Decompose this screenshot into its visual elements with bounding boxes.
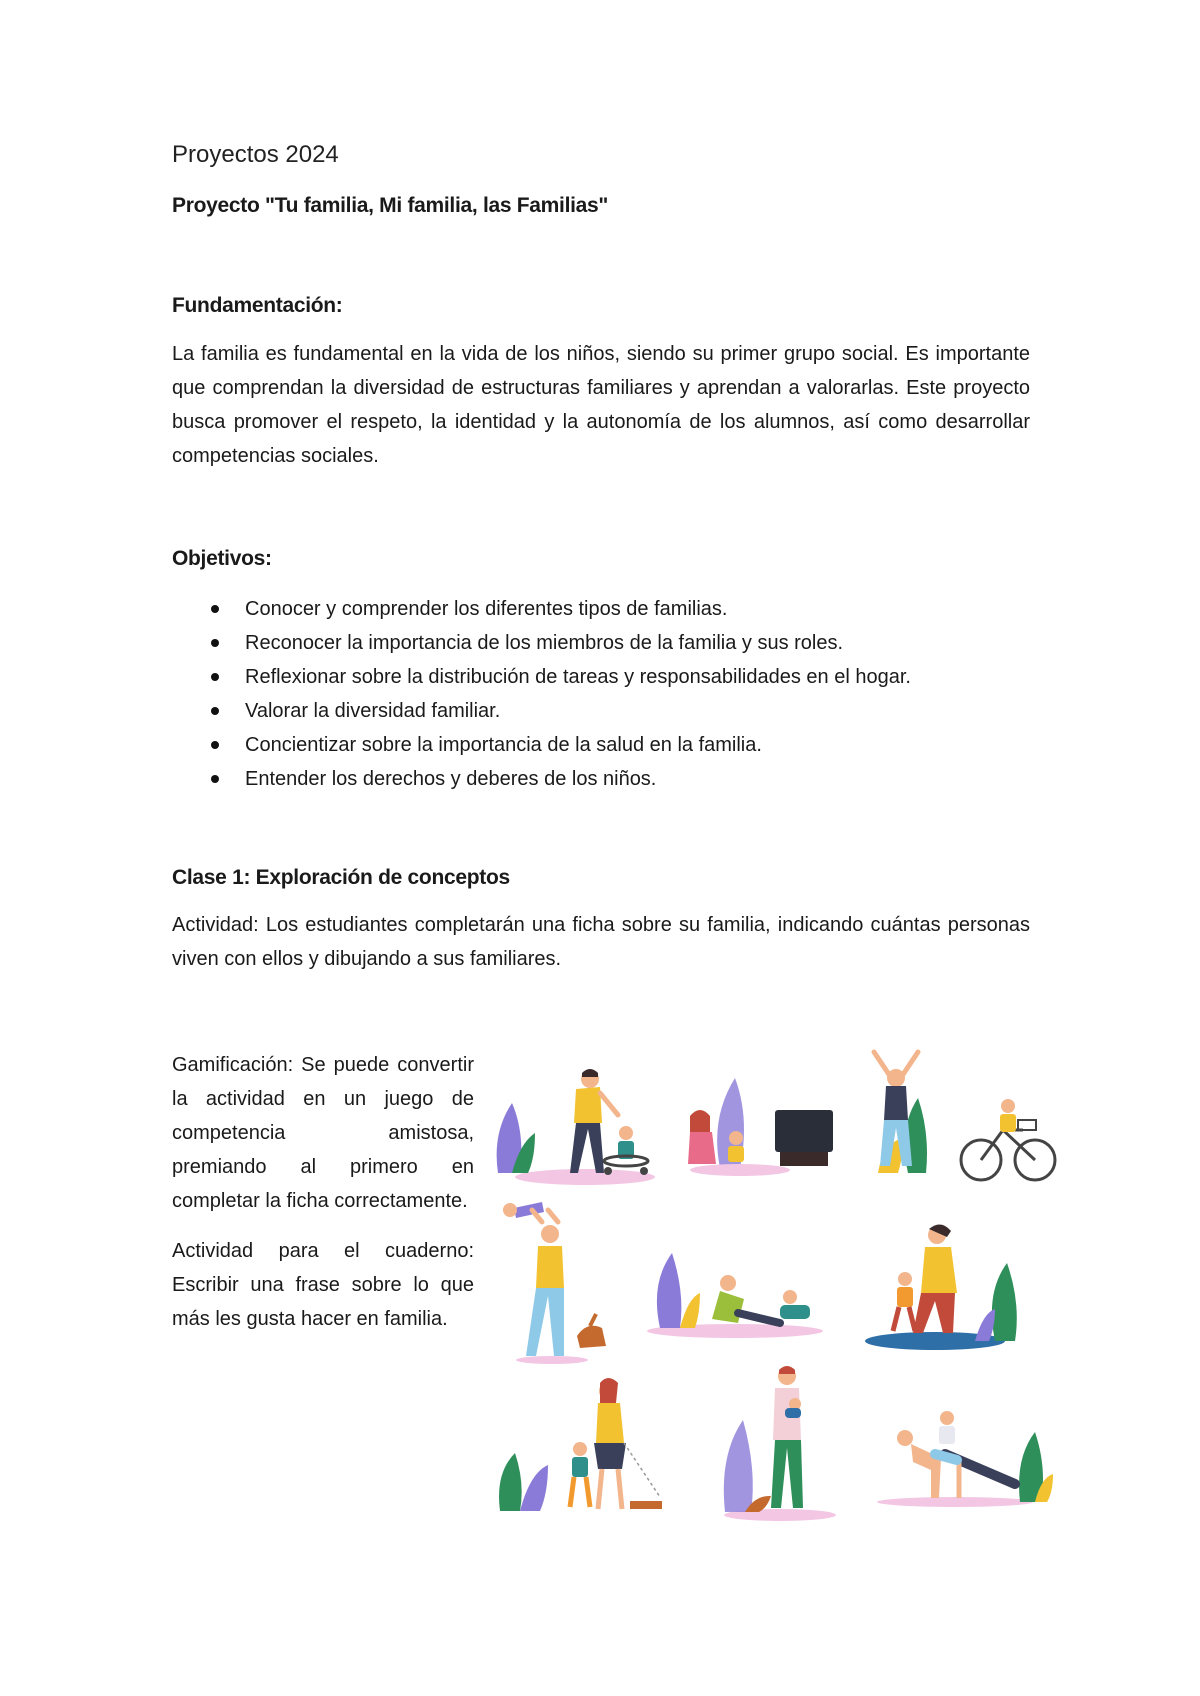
bullet-icon (211, 673, 219, 681)
family-watching-tv-illustration (680, 1058, 855, 1183)
objetivo-item: Entender los derechos y deberes de los niños. (172, 762, 1030, 796)
clase1-heading: Clase 1: Exploración de conceptos (172, 866, 510, 889)
mom-dancing-child-illustration (865, 1223, 1040, 1353)
bullet-icon (211, 741, 219, 749)
objetivo-item: Valorar la diversidad familiar. (172, 694, 1030, 728)
objetivos-heading: Objetivos: (172, 547, 272, 570)
objetivo-item: Reconocer la importancia de los miembros de la familia y sus roles. (172, 626, 1030, 660)
parent-baby-walker-illustration (490, 1063, 665, 1188)
fundamentacion-heading: Fundamentación: (172, 294, 343, 317)
dad-kid-bicycle-illustration (868, 1048, 1058, 1183)
bullet-icon (211, 775, 219, 783)
bullet-icon (211, 639, 219, 647)
objetivo-item: Concientizar sobre la importancia de la salud en la familia. (172, 728, 1030, 762)
document-header: Proyectos 2024 (172, 141, 339, 168)
clase1-side-column (172, 1048, 474, 1352)
project-title: Proyecto "Tu familia, Mi familia, las Familias" (172, 194, 609, 217)
objetivos-list (172, 592, 1030, 796)
dad-holding-baby-illustration (715, 1360, 850, 1525)
gamificacion-paragraph: Gamificación: Se puede convertir la actividad en un juego de competencia amistosa, premiando al primero en completar la ficha correctamente. (172, 1054, 474, 1212)
dad-lifting-child-dog-illustration (492, 1196, 622, 1371)
dad-child-exercise-illustration (875, 1398, 1055, 1513)
family-illustrations-grid (490, 1048, 1060, 1528)
bullet-icon (211, 605, 219, 613)
mom-child-walking-dog-illustration (490, 1373, 675, 1523)
bullet-icon (211, 707, 219, 715)
fundamentacion-paragraph: La familia es fundamental en la vida de los niños, siendo su primer grupo social. Es importante que comprendan la diversidad de estructuras familiares y aprendan a valorarlas. Este proyecto busca promover el respeto, la identidad y la autonomía de los alumnos, así como desarrollar competencias sociales. (172, 343, 1030, 467)
family-lying-floor-illustration (640, 1243, 825, 1343)
cuaderno-paragraph: Actividad para el cuaderno: Escribir una frase sobre lo que más les gusta hacer en familia. (172, 1240, 474, 1330)
objetivo-item: Reflexionar sobre la distribución de tareas y responsabilidades en el hogar. (172, 660, 1030, 694)
clase1-actividad-paragraph: Actividad: Los estudiantes completarán una ficha sobre su familia, indicando cuántas personas viven con ellos y dibujando a sus familiares. (172, 914, 1030, 970)
objetivo-item: Conocer y comprender los diferentes tipos de familias. (172, 592, 1030, 626)
